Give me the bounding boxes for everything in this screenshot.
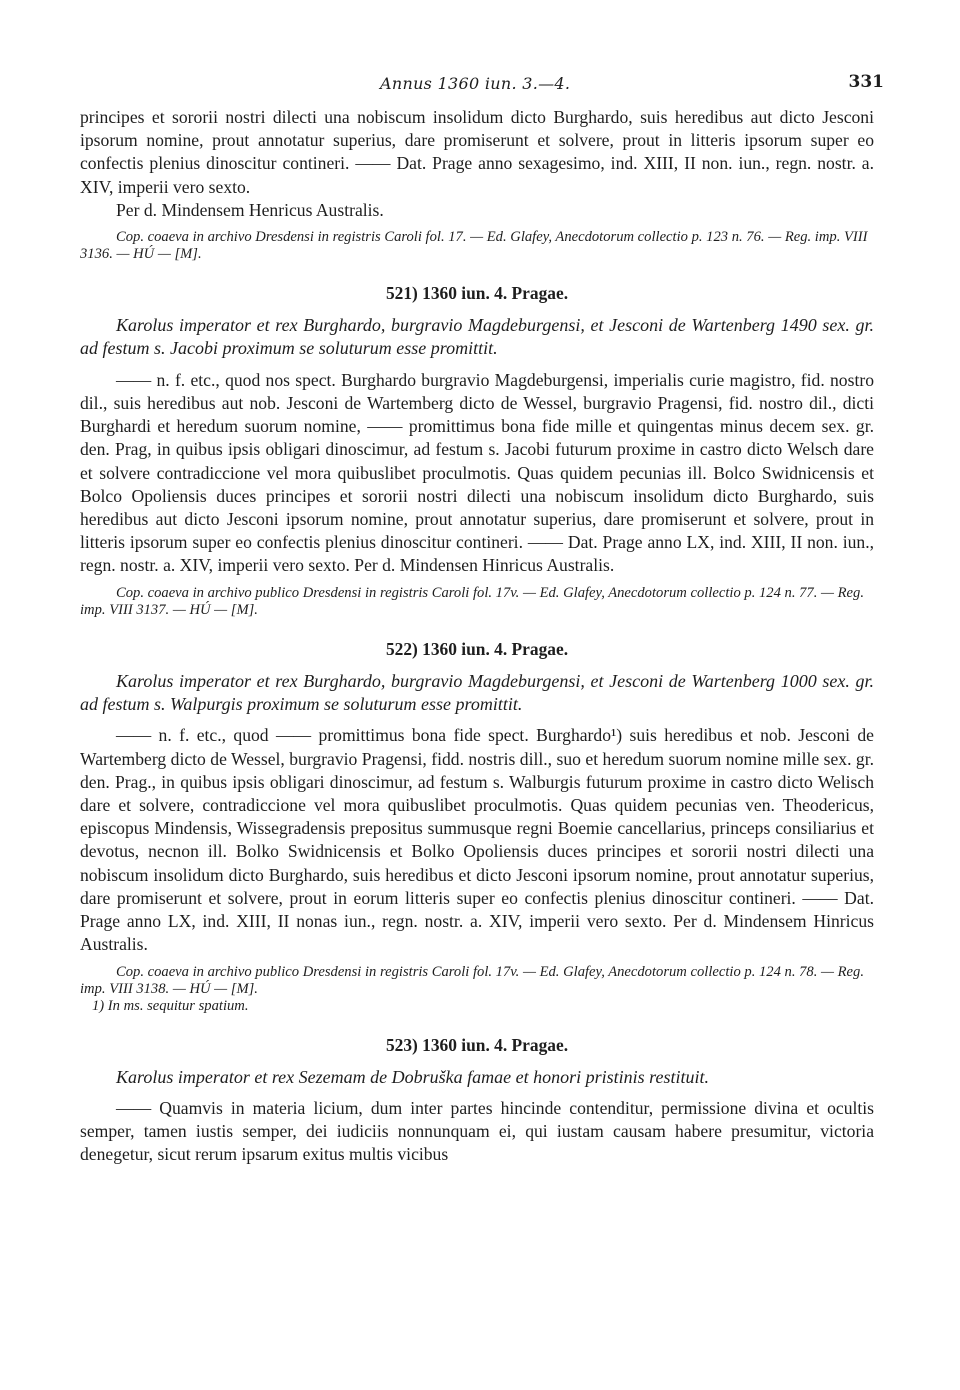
entry-body: —— Quamvis in materia licium, dum inter partes hincinde contenditur, permissione divina et ocultis semper, tamen iustis semper, dei iudiciis nonnunquam ei, qui iustam causam habere presumitur, victoria denegetur, sicut rerum ipsarum exitus multis vicibus bbox=[80, 1097, 874, 1165]
entry-heading: 523) 1360 iun. 4. Pragae. bbox=[385, 1034, 569, 1055]
entry-regest: Karolus imperator et rex Sezemam de Dobruška famae et honori pristinis restituit. bbox=[116, 1066, 709, 1087]
entry-body: —— n. f. etc., quod nos spect. Burghardo burgravio Magdeburgensi, imperialis curie magistro, fid. nostro dil., suis heredibus aut nob. Jesconi de Wartemberg dicto de Wessel, burgravio Pragensi, fid. nostro dil., dicti Burghardi et heredum suorum nomine, —— promittimus bona fide mille et quingentas minus decem sex. gr. den. Prag, in quibus ipsis obligari dinoscimur, ad festum s. Jacobi futurum proxime in castro dicto Welsch dare et solvere contradiccione vel mora quibuslibet proculmotis. Quas quidem pecunias ill. Bolco Swidnicensis et Bolco Opoliensis duces principes et sororii nostri dilecti una nobiscum insolidum dicto Burghardo, suis heredibus aut dicto Jesconi ipsorum nomine, prout annotatur superius, dare promiserunt et solvere, prout in litteris ipsorum super eo confectis plenius dinoscitur contineri. —— Dat. Prage anno LX, ind. XIII, II non. iun., regn. nostr. a. XIV, imperii vero sexto. Per d. Mindensen Hinricus Australis. bbox=[80, 369, 874, 576]
page-number: 331 bbox=[848, 72, 884, 92]
entry-heading: 521) 1360 iun. 4. Pragae. bbox=[385, 283, 569, 304]
continuation-text: principes et sororii nostri dilecti una nobiscum insolidum dicto Burghardo, suis heredibus aut dicto Jesconi ipsorum nomine, prout annotatur superius, dare promiserunt et solvere, prout in litteris ipsorum super eo confectis plenius dinoscitur contineri. —— Dat. Prage anno sexagesimo, ind. XIII, II non. iun., regn. nostr. a. XIV, imperii vero sexto. bbox=[80, 107, 874, 197]
entry-regest: Karolus imperator et rex Burghardo, burgravio Magdeburgensi, et Jesconi de Wartenberg 1490 sex. gr. ad festum s. Jacobi proximum se soluturum esse promittit. bbox=[80, 315, 874, 359]
entry-521 bbox=[80, 283, 874, 619]
running-head bbox=[80, 72, 884, 102]
entry-footnote: 1) In ms. sequitur spatium. bbox=[92, 997, 249, 1014]
running-title: Annus 1360 iun. 3.—4. bbox=[380, 74, 571, 93]
entry-heading: 522) 1360 iun. 4. Pragae. bbox=[385, 638, 569, 659]
continuation-block bbox=[80, 106, 874, 263]
entry-523 bbox=[80, 1035, 874, 1167]
continuation-note: Cop. coaeva in archivo Dresdensi in registris Caroli fol. 17. — Ed. Glafey, Anecdotorum collectio p. 123 n. 76. — Reg. imp. VIII 3136. — HÚ — [M]. bbox=[80, 229, 868, 263]
entry-regest: Karolus imperator et rex Burghardo, burgravio Magdeburgensi, et Jesconi de Wartenberg 1000 sex. gr. ad festum s. Walpurgis proximum se soluturum esse promittit. bbox=[80, 670, 874, 715]
entry-note: Cop. coaeva in archivo publico Dresdensi in registris Caroli fol. 17v. — Ed. Glafey, Anecdotorum collectio p. 124 n. 78. — Reg. imp. VIII 3138. — HÚ — [M]. bbox=[80, 963, 864, 997]
continuation-signoff: Per d. Mindensem Henricus Australis. bbox=[116, 199, 384, 220]
entry-note: Cop. coaeva in archivo publico Dresdensi in registris Caroli fol. 17v. — Ed. Glafey, Anecdotorum collectio p. 124 n. 77. — Reg. imp. VIII 3137. — HÚ — [M]. bbox=[80, 584, 864, 618]
entry-body: —— n. f. etc., quod —— promittimus bona fide spect. Burghardo¹) suis heredibus et nob. Jesconi de Wartemberg dicto de Wessel, burgravio Pragensi, fidd. nostris dill., suo et heredum suorum nomine mille sex. gr. den. Prag., in quibus ipsis obligari dinoscimur, ad festum s. Walburgis futurum proxime in castro dicto Welisch dare et solvere, contradiccione vel mora quibuslibet proculmotis. Quas quidem pecunias ven. Theodericus, episcopus Mindensis, Wissegradensis prepositus summusque regni Boemie cancellarius, princeps consiliarius et devotus, necnon ill. Bolko Swidnicensis et Bolko Opoliensis duces principes et sororii nostri dilecti una nobiscum insolidum dicto Burghardo, suis heredibus et dicto Jesconi ipsorum nomine, prout annotatur superius, dare promiserunt et solvere, prout in eorum litteris super eo confectis plenius dinoscitur contineri. —— Dat. Prage anno LX, ind. XIII, II nonas iun., regn. nostr. a. XIV, imperii vero sexto. Per d. Mindensem Hinricus Australis. bbox=[80, 725, 874, 955]
entry-522 bbox=[80, 639, 874, 1015]
